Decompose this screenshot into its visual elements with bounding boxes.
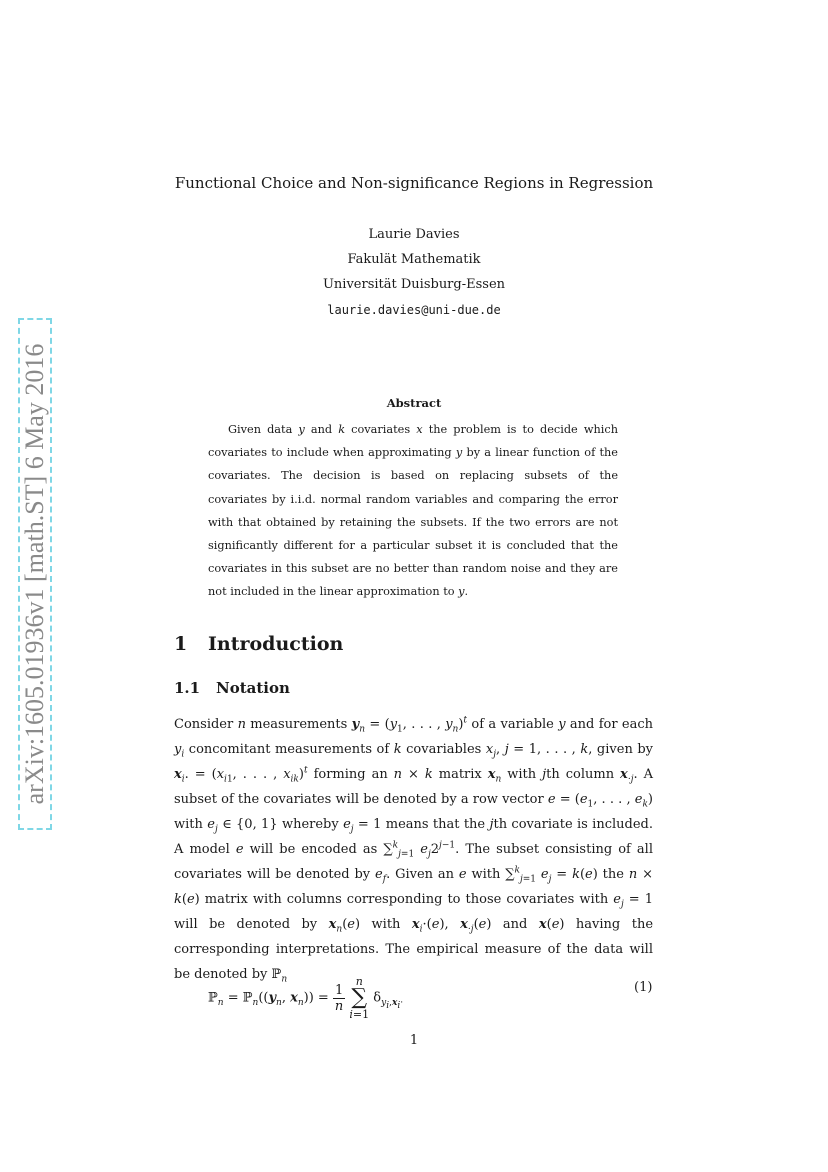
section-title: Introduction: [208, 633, 344, 655]
abstract-heading: Abstract: [386, 396, 442, 410]
author-department: Fakulät Mathematik: [347, 252, 481, 267]
author-email[interactable]: laurie.davies@uni-due.de: [327, 303, 501, 317]
author-name: Laurie Davies: [368, 227, 460, 242]
arxiv-stamp: arXiv:1605.01936v1 [math.ST] 6 May 2016: [20, 343, 49, 805]
subsection-title: Notation: [216, 679, 290, 697]
page-number: 1: [409, 1033, 419, 1048]
paper-title: Functional Choice and Non-significance Regions in Regression: [174, 174, 654, 192]
equation-number: (1): [634, 980, 653, 995]
author-university: Universität Duisburg-Essen: [322, 277, 506, 292]
section-heading: [174, 633, 343, 655]
notation-paragraph: Consider n measurements $y_n = (y_1$, . . . , $y_n)^t$ of a variable y and for each $y_i$ concomitant measurements of k covariables $x_j$, j = 1, . . . , k, given by $x_i$. = ($x_{i1}$, . . . , $x_{ik})^t$ forming an n × k matrix $x_n$ with jth column $x_{\cdot j}$. A subset of the covariates will be denoted by a row vector $e = (e_1$, . . . , $e_k$) with $e_j$ ∈ {0, 1} whereby $e_j = 1$ means that the jth covariate is included. A model e will be encoded as ∑$^k_{j=1}$ $e_j2^{j-1}$. The subset consisting of all covariates will be denoted by $e_f$. Given an e with ∑$^k_{j=1}$ $e_j = k(e)$ the n × k(e) matrix with columns corresponding to those covariates with $e_j = 1$ will be denoted by $x_n(e)$ with $x_i\cdot(e)$, $x_{\cdot j}(e)$ and x(e) having the corresponding interpretations. The empirical measure of the data will be denoted by ℙ$_n$: [174, 715, 654, 985]
subsection-number: 1.1: [174, 679, 201, 697]
equation-1: ℙ$_n$ = $ℙ_n((y_n$, $x_n$)) = $\frac{1}{n}$ n ∑ i=1 $\delta_{y_i,x_i\cdot}$: [208, 975, 404, 1021]
abstract-body: Given data y and k covariates x the problem is to decide which covariates to include when approximating y by a linear function of the covariates. The decision is based on replacing subsets of the covariates by i.i.d. normal random variables and comparing the error with that obtained by retaining the subsets. If the two errors are not significantly different for a particular subset it is concluded that the covariates in this subset are no better than random noise and they are not included in the linear approximation to y.: [208, 423, 618, 599]
section-number: 1: [174, 633, 188, 655]
subsection-heading: [174, 679, 290, 697]
